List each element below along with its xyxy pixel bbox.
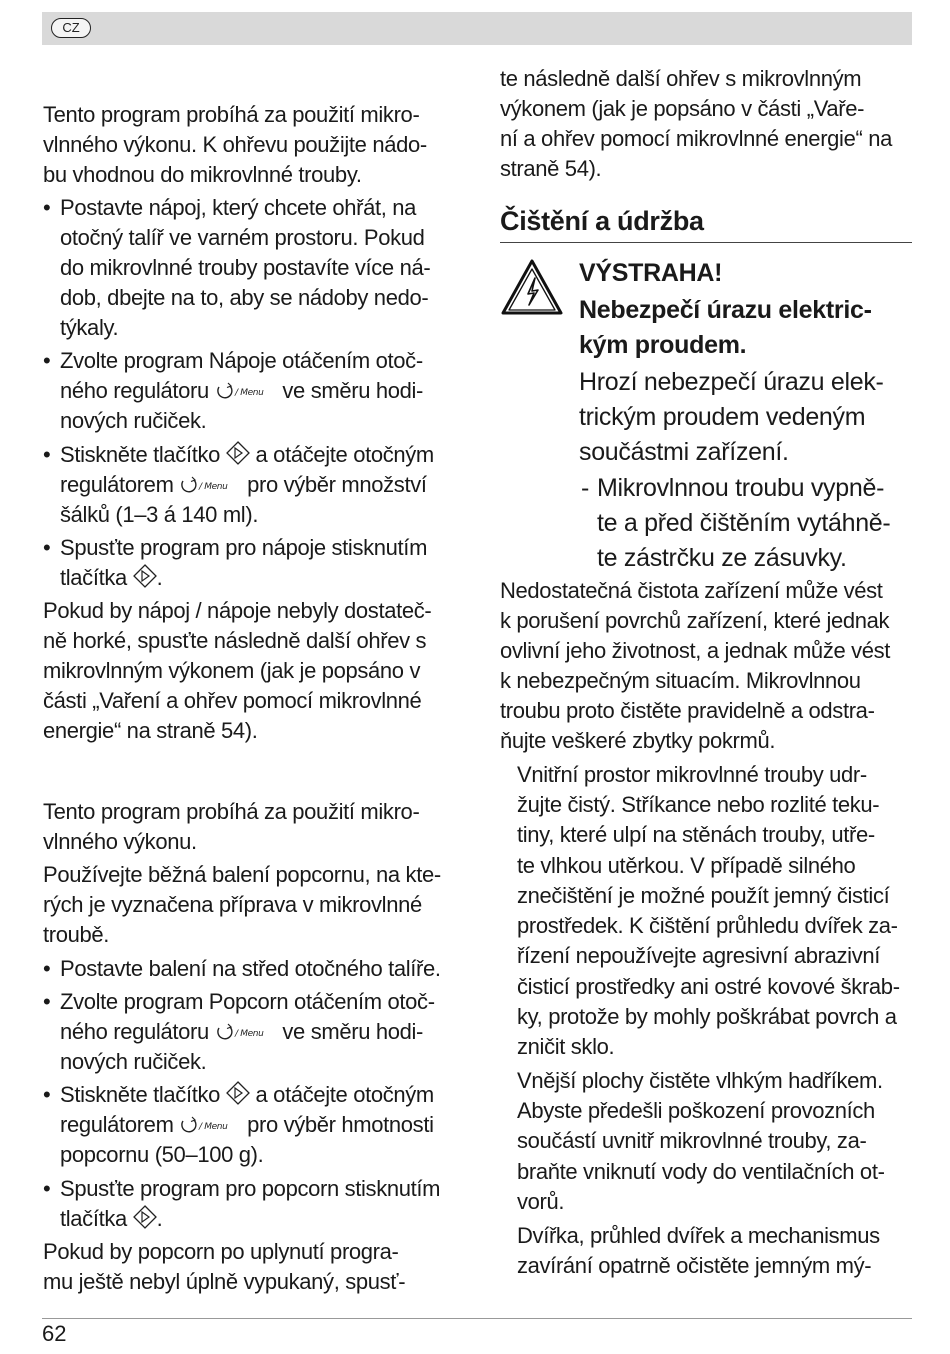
svg-text:/ Menu: / Menu: [234, 1029, 264, 1039]
warning-text-line: součástmi zařízení.: [579, 438, 789, 466]
paragraph-line: k nebezpečným situacím. Mikrovlnnou: [500, 668, 861, 693]
paragraph-line: Pokud by nápoj / nápoje nebyly dostateč-: [43, 598, 432, 623]
paragraph-line: ně horké, spusťte následně další ohřev s: [43, 628, 427, 653]
paragraph-line: Pokud by popcorn po uplynutí progra-: [43, 1239, 399, 1264]
bullet-item: • Postavte balení na střed otočného talíře.: [43, 954, 441, 984]
bullet-item: • Spusťte program pro popcorn stisknutím: [43, 1174, 440, 1204]
bullet-line: regulátorem / Menu pro výběr množství: [60, 472, 427, 497]
start-button-icon: [133, 1205, 157, 1229]
warning-text-line: Hrozí nebezpečí úrazu elek-: [579, 368, 884, 396]
paragraph-line: prostředek. K čištění průhledu dvířek za-: [517, 913, 898, 938]
bullet-dot: •: [43, 195, 51, 220]
start-button-icon: [226, 1081, 250, 1105]
paragraph-line: k porušení povrchů zařízení, které jednak: [500, 608, 890, 633]
warning-text-line: trickým proudem vedeným: [579, 403, 866, 431]
paragraph-line: troubu proto čistěte pravidelně a odstra-: [500, 698, 875, 723]
menu-dial-icon: [179, 475, 241, 495]
paragraph-line: vlnného výkonu.: [43, 829, 197, 854]
bullet-dot: •: [43, 1082, 51, 1107]
svg-text:/ Menu: / Menu: [199, 482, 228, 492]
paragraph-line: zničit sklo.: [517, 1034, 615, 1059]
paragraph-line: ky, protože by mohly poškrábat povrch a: [517, 1004, 897, 1029]
warning-dash: -: [581, 474, 590, 502]
bullet-dot: •: [43, 956, 51, 981]
paragraph-line: ní a ohřev pomocí mikrovlnné energie“ na: [500, 126, 892, 151]
paragraph-line: te vlhkou utěrkou. V případě silného: [517, 853, 856, 878]
bullet-line: tlačítka .: [60, 1206, 163, 1231]
paragraph-line: řízení nepoužívejte agresivní abrazivní: [517, 943, 881, 968]
bullet-line: popcornu (50–100 g).: [60, 1142, 264, 1167]
paragraph-line: braňte vniknutí vody do ventilačních ot-: [517, 1159, 885, 1184]
warning-item-line: Mikrovlnnou troubu vypně-: [597, 474, 885, 502]
paragraph-line: energie“ na straně 54).: [43, 718, 258, 743]
paragraph-line: součástí uvnitř mikrovlnné trouby, za-: [517, 1128, 867, 1153]
bullet-dot: •: [43, 348, 51, 373]
bullet-line: do mikrovlnné trouby postavíte více ná-: [60, 255, 431, 280]
paragraph-line: Tento program probíhá za použití mikro-: [43, 799, 420, 824]
paragraph-line: Dvířka, průhled dvířek a mechanismus: [517, 1223, 880, 1248]
bullet-item: • Zvolte program Popcorn otáčením otoč-: [43, 987, 435, 1017]
paragraph-line: straně 54).: [500, 156, 602, 181]
svg-text:/ Menu: / Menu: [234, 388, 264, 398]
paragraph-line: Vnější plochy čistěte vlhkým hadříkem.: [517, 1068, 883, 1093]
electric-warning-icon: [500, 258, 564, 316]
section-heading: Čištění a údržba: [500, 206, 704, 236]
paragraph-line: ňujte veškeré zbytky pokrmů.: [500, 728, 776, 753]
bullet-item: • Spusťte program pro nápoje stisknutím: [43, 533, 427, 563]
bullet-dot: •: [43, 1176, 51, 1201]
page-number: 62: [42, 1321, 67, 1346]
paragraph-line: te následně další ohřev s mikrovlnným: [500, 66, 862, 91]
paragraph-line: Nedostatečná čistota zařízení může vést: [500, 578, 883, 603]
bullet-line: tlačítka .: [60, 565, 163, 590]
warning-title: VÝSTRAHA!: [579, 259, 723, 287]
bullet-line: regulátorem / Menu pro výběr hmotnosti: [60, 1112, 434, 1137]
bullet-line: ného regulátoru / Menu ve směru hodi-: [60, 1019, 424, 1044]
paragraph-line: Používejte běžná balení popcornu, na kte-: [43, 862, 441, 887]
bullet-item: • Zvolte program Nápoje otáčením otoč-: [43, 346, 423, 376]
header-bar: [42, 12, 912, 45]
bullet-line: ného regulátoru / Menu ve směru hodi-: [60, 378, 424, 403]
paragraph-line: vorů.: [517, 1189, 565, 1214]
paragraph-line: žujte čistý. Stříkance nebo rozlité teku-: [517, 792, 880, 817]
bullet-dot: •: [43, 442, 51, 467]
paragraph-line: Vnitřní prostor mikrovlnné trouby udr-: [517, 762, 867, 787]
bullet-line: dob, dbejte na to, aby se nádoby nedo-: [60, 285, 429, 310]
start-button-icon: [133, 564, 157, 588]
paragraph-line: zavírání opatrně očistěte jemným mý-: [517, 1253, 872, 1278]
bullet-line: týkaly.: [60, 315, 119, 340]
bullet-line: otočný talíř ve varném prostoru. Pokud: [60, 225, 425, 250]
language-badge: CZ: [51, 18, 91, 38]
paragraph-line: tiny, které ulpí na stěnách trouby, utře-: [517, 822, 875, 847]
paragraph-line: troubě.: [43, 922, 110, 947]
bullet-line: šálků (1–3 á 140 ml).: [60, 502, 259, 527]
paragraph-line: Tento program probíhá za použití mikro-: [43, 102, 420, 127]
paragraph-line: bu vhodnou do mikrovlnné trouby.: [43, 162, 362, 187]
bullet-dot: •: [43, 535, 51, 560]
start-button-icon: [226, 441, 250, 465]
svg-text:/ Menu: / Menu: [199, 1122, 228, 1132]
paragraph-line: mu ještě nebyl úplně vypukaný, spusť-: [43, 1269, 406, 1294]
warning-bold-line: Nebezpečí úrazu elektric-: [579, 296, 872, 324]
paragraph-line: části „Vaření a ohřev pomocí mikrovlnné: [43, 688, 422, 713]
paragraph-line: mikrovlnným výkonem (jak je popsáno v: [43, 658, 421, 683]
warning-item-line: te zástrčku ze zásuvky.: [597, 544, 847, 572]
menu-dial-icon: [179, 1115, 241, 1135]
warning-bold-line: kým proudem.: [579, 331, 747, 359]
heading-rule: [500, 242, 912, 243]
paragraph-line: Abyste předešli poškození provozních: [517, 1098, 875, 1123]
bullet-item: • Stiskněte tlačítko a otáčejte otočným: [43, 1080, 434, 1110]
bullet-line: nových ručiček.: [60, 408, 207, 433]
paragraph-line: ovlivní jeho životnost, a jednak může vést: [500, 638, 891, 663]
footer-rule: [42, 1318, 912, 1319]
bullet-dot: •: [43, 989, 51, 1014]
menu-dial-icon: [215, 381, 277, 401]
bullet-item: • Postavte nápoj, který chcete ohřát, na: [43, 193, 416, 223]
menu-dial-icon: [215, 1022, 277, 1042]
bullet-line: nových ručiček.: [60, 1049, 207, 1074]
paragraph-line: čisticí prostředky ani ostré kovové škrab-: [517, 974, 900, 999]
bullet-item: • Stiskněte tlačítko a otáčejte otočným: [43, 440, 434, 470]
paragraph-line: vlnného výkonu. K ohřevu použijte nádo-: [43, 132, 427, 157]
paragraph-line: výkonem (jak je popsáno v části „Vaře-: [500, 96, 865, 121]
paragraph-line: rých je vyznačena příprava v mikrovlnné: [43, 892, 422, 917]
paragraph-line: znečištění je možné použít jemný čisticí: [517, 883, 890, 908]
warning-item-line: te a před čištěním vytáhně-: [597, 509, 891, 537]
